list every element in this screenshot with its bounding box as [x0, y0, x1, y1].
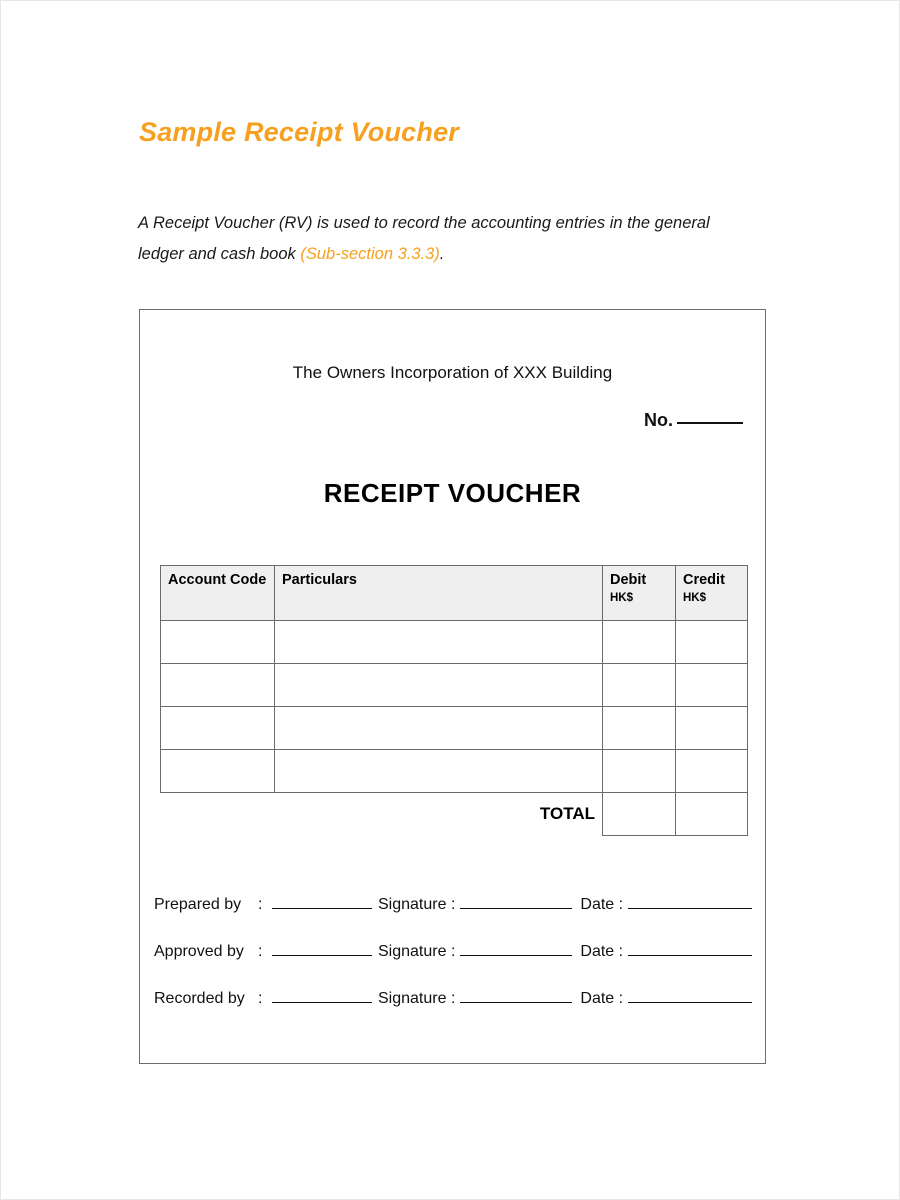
- cell-account-code[interactable]: [161, 750, 275, 793]
- cell-particulars[interactable]: [275, 750, 603, 793]
- receipt-voucher-form: [139, 309, 766, 1064]
- total-label: TOTAL: [275, 793, 603, 836]
- header-currency: HK$: [610, 591, 634, 604]
- cell-debit[interactable]: [603, 707, 676, 750]
- cell-account-code[interactable]: [161, 621, 275, 664]
- table-header: [161, 566, 748, 621]
- table-row: [161, 707, 748, 750]
- role-label: Recorded by: [154, 990, 245, 1007]
- signature-label: Signature :: [378, 896, 456, 913]
- cell-debit[interactable]: [603, 750, 676, 793]
- cell-particulars[interactable]: [275, 707, 603, 750]
- signature-blank[interactable]: [460, 989, 572, 1003]
- header-label: Debit: [610, 572, 647, 588]
- date-blank[interactable]: [628, 942, 752, 956]
- signature-row-recorded-by: [154, 989, 754, 1036]
- column-header-debit: [603, 566, 676, 621]
- date-label: Date :: [580, 943, 624, 960]
- table-row: [161, 750, 748, 793]
- voucher-title: RECEIPT VOUCHER: [323, 478, 582, 508]
- date-blank[interactable]: [628, 895, 752, 909]
- intro-text-before: A Receipt Voucher (RV) is used to record the accounting entries in the general ledger and cash book: [138, 213, 710, 263]
- cell-particulars[interactable]: [275, 621, 603, 664]
- role-colon: :: [258, 943, 263, 960]
- signature-blank[interactable]: [460, 942, 572, 956]
- page-title: Sample Receipt Voucher: [139, 117, 460, 148]
- name-blank[interactable]: [272, 895, 372, 909]
- total-debit-cell[interactable]: [603, 793, 676, 836]
- signature-label: Signature :: [378, 943, 456, 960]
- date-label: Date :: [580, 990, 624, 1007]
- voucher-number-label: No.: [644, 410, 673, 430]
- cell-debit[interactable]: [603, 621, 676, 664]
- intro-paragraph: [138, 208, 753, 270]
- voucher-number-blank[interactable]: [677, 422, 743, 424]
- header-label: Credit: [683, 572, 725, 588]
- intro-text-after: .: [439, 244, 445, 263]
- column-header-credit: [676, 566, 748, 621]
- role-label: Prepared by: [154, 896, 242, 913]
- header-currency: HK$: [683, 591, 707, 604]
- column-header-particulars: [275, 566, 603, 621]
- signature-label: Signature :: [378, 990, 456, 1007]
- column-header-account-code: [161, 566, 275, 621]
- voucher-number-field[interactable]: [644, 410, 743, 431]
- name-blank[interactable]: [272, 989, 372, 1003]
- sub-section-link[interactable]: (Sub-section 3.3.3): [300, 244, 440, 263]
- table-body: [161, 621, 748, 836]
- cell-credit[interactable]: [676, 621, 748, 664]
- role-label: Approved by: [154, 943, 244, 960]
- header-label: Account Code: [168, 572, 267, 588]
- table-total-row: [161, 793, 748, 836]
- cell-account-code[interactable]: [161, 664, 275, 707]
- cell-account-code[interactable]: [161, 707, 275, 750]
- signature-row-prepared-by: [154, 895, 754, 942]
- role-colon: :: [258, 896, 263, 913]
- table-row: [161, 621, 748, 664]
- total-spacer: [161, 793, 275, 836]
- cell-debit[interactable]: [603, 664, 676, 707]
- name-blank[interactable]: [272, 942, 372, 956]
- table-row: [161, 664, 748, 707]
- signature-row-approved-by: [154, 942, 754, 989]
- date-blank[interactable]: [628, 989, 752, 1003]
- organisation-name: The Owners Incorporation of XXX Building: [292, 363, 613, 382]
- cell-credit[interactable]: [676, 664, 748, 707]
- entries-table: [160, 565, 748, 836]
- signature-block: [154, 895, 754, 1036]
- header-label: Particulars: [282, 572, 357, 588]
- total-credit-cell[interactable]: [676, 793, 748, 836]
- role-colon: :: [258, 990, 263, 1007]
- cell-credit[interactable]: [676, 707, 748, 750]
- signature-blank[interactable]: [460, 895, 572, 909]
- cell-particulars[interactable]: [275, 664, 603, 707]
- date-label: Date :: [580, 896, 624, 913]
- table-header-row: [161, 566, 748, 621]
- cell-credit[interactable]: [676, 750, 748, 793]
